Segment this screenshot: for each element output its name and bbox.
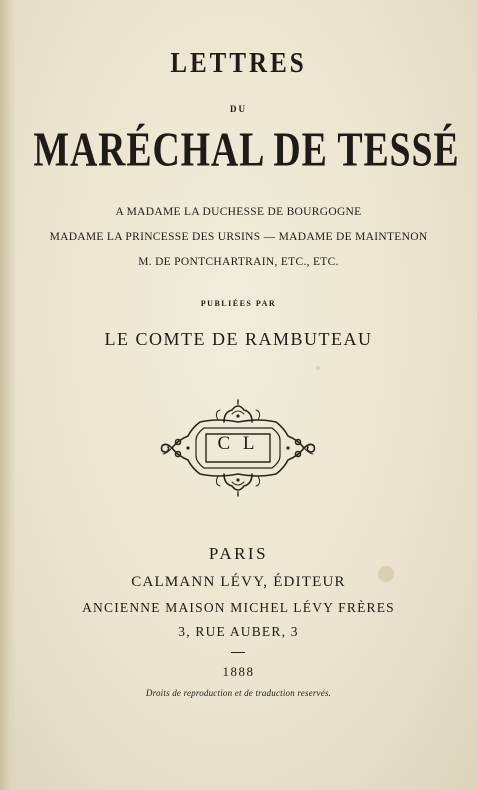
device-letters: C L [217, 433, 259, 454]
recipient-line: A MADAME LA DUCHESSE DE BOURGOGNE [115, 206, 362, 218]
foxing-spot [316, 366, 320, 370]
editor-name: LE COMTE DE RAMBUTEAU [104, 329, 373, 349]
imprint-address: 3, RUE AUBER, 3 [178, 624, 299, 639]
rights-notice: Droits de reproduction et de traduction reservés. [145, 688, 332, 698]
recipient-line: MADAME LA PRINCESSE DES URSINS — MADAME DE MAINTENON [49, 231, 428, 243]
recipient-line: M. DE PONTCHARTRAIN, ETC., ETC. [138, 256, 339, 268]
imprint-year: 1888 [222, 664, 255, 679]
imprint-divider [231, 652, 245, 653]
imprint-former-house: ANCIENNE MAISON MICHEL LÉVY FRÈRES [82, 600, 395, 615]
main-title: MARÉCHAL DE TESSÉ [33, 122, 460, 177]
title-line-lettres: LETTRES [170, 47, 307, 79]
imprint-publisher: CALMANN LÉVY, ÉDITEUR [131, 574, 346, 590]
title-line-du: DU [230, 104, 247, 114]
published-by-label: PUBLIÉES PAR [200, 299, 277, 308]
imprint-city: PARIS [208, 544, 269, 563]
